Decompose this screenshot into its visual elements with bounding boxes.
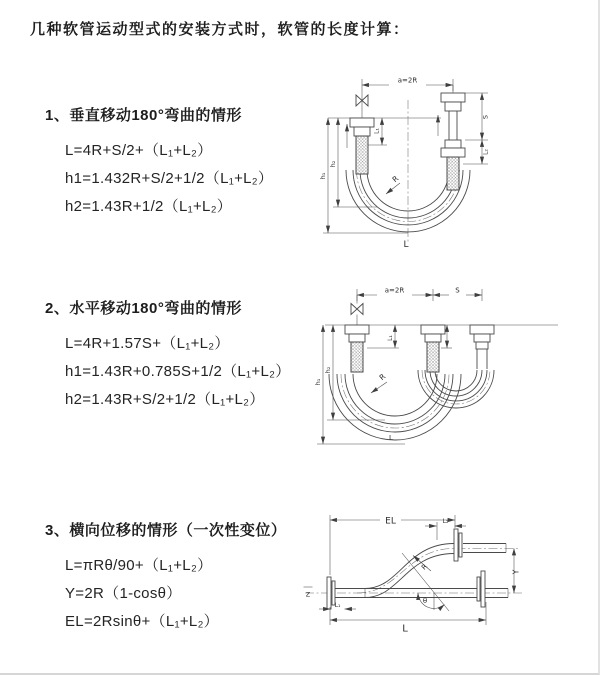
section-2-heading: 2、水平移动180°弯曲的情形 xyxy=(45,300,242,317)
length-label: L xyxy=(389,434,393,442)
section-horizontal-180 xyxy=(45,297,291,414)
dim-label-s: S xyxy=(455,286,460,295)
radius-label: R xyxy=(420,562,430,572)
formula-length: L=4R+S/2+（L₁+L₂） xyxy=(65,142,213,159)
radius-label: R xyxy=(390,173,401,185)
left-pipe-flange xyxy=(345,325,369,372)
dim-label-h1: h₁ xyxy=(319,172,327,180)
dim-label-l1: L₁ xyxy=(387,335,394,341)
dim-label-a2r: a=2R xyxy=(384,286,405,295)
right-flange xyxy=(477,571,508,607)
dim-label-l2: L₂ xyxy=(442,518,449,525)
length-label: L xyxy=(402,623,408,635)
diagram-vertical-180-bend xyxy=(305,72,600,267)
dim-label-l2: L₂ xyxy=(482,149,490,155)
formula-y: Y=2R（1-cosθ） xyxy=(65,585,182,602)
right-pipe-flange xyxy=(470,325,494,349)
diagram-lateral-displacement xyxy=(300,507,600,647)
dim-label-h2: h₂ xyxy=(329,160,337,168)
formula-h2: h2=1.43R+S/2+1/2（L₁+L₂） xyxy=(65,391,265,408)
middle-pipe-flange xyxy=(421,325,445,372)
section-vertical-180 xyxy=(45,104,273,221)
section-3-heading: 3、横向位移的情形（一次性变位） xyxy=(45,522,287,539)
radius-label: R xyxy=(377,371,388,383)
section-lateral-displacement xyxy=(45,519,286,636)
section-1-heading: 1、垂直移动180°弯曲的情形 xyxy=(45,107,242,124)
formula-el: EL=2Rsinθ+（L₁+L₂） xyxy=(65,613,219,630)
dim-label-el: EL xyxy=(385,516,396,527)
angle-theta-label: θ xyxy=(422,597,428,605)
dim-label-h2: h₂ xyxy=(324,366,332,374)
dim-label-l1: L₁ xyxy=(373,128,381,134)
length-label: L xyxy=(403,240,409,250)
valve-icon xyxy=(351,304,363,315)
dim-label-s: S xyxy=(481,114,490,120)
upper-right-flange xyxy=(454,529,506,561)
formula-length: L=4R+1.57S+（L₁+L₂） xyxy=(65,335,230,352)
dim-label-y: Y xyxy=(511,569,521,575)
right-pipe-flange xyxy=(441,85,465,190)
formula-h2: h2=1.43R+1/2（L₁+L₂） xyxy=(65,198,233,215)
dim-label-a2r: a=2R xyxy=(397,76,418,85)
dim-label-h1: h₁ xyxy=(314,378,322,386)
formula-length: L=πRθ/90+（L₁+L₂） xyxy=(65,557,213,574)
left-pipe-flange xyxy=(350,118,374,174)
hose-s-curve xyxy=(365,544,454,598)
page-title: 几种软管运动型式的安装方式时，软管的长度计算： xyxy=(30,21,410,38)
diagram-horizontal-180-bend xyxy=(305,282,600,472)
hose-u-deep xyxy=(329,371,461,440)
formula-h1: h1=1.432R+S/2+1/2（L₁+L₂） xyxy=(65,170,274,187)
dim-label-l1: L₁ xyxy=(334,602,341,609)
centerline-mark: Z xyxy=(305,590,311,599)
formula-h1: h1=1.43R+0.785S+1/2（L₁+L₂） xyxy=(65,363,291,380)
